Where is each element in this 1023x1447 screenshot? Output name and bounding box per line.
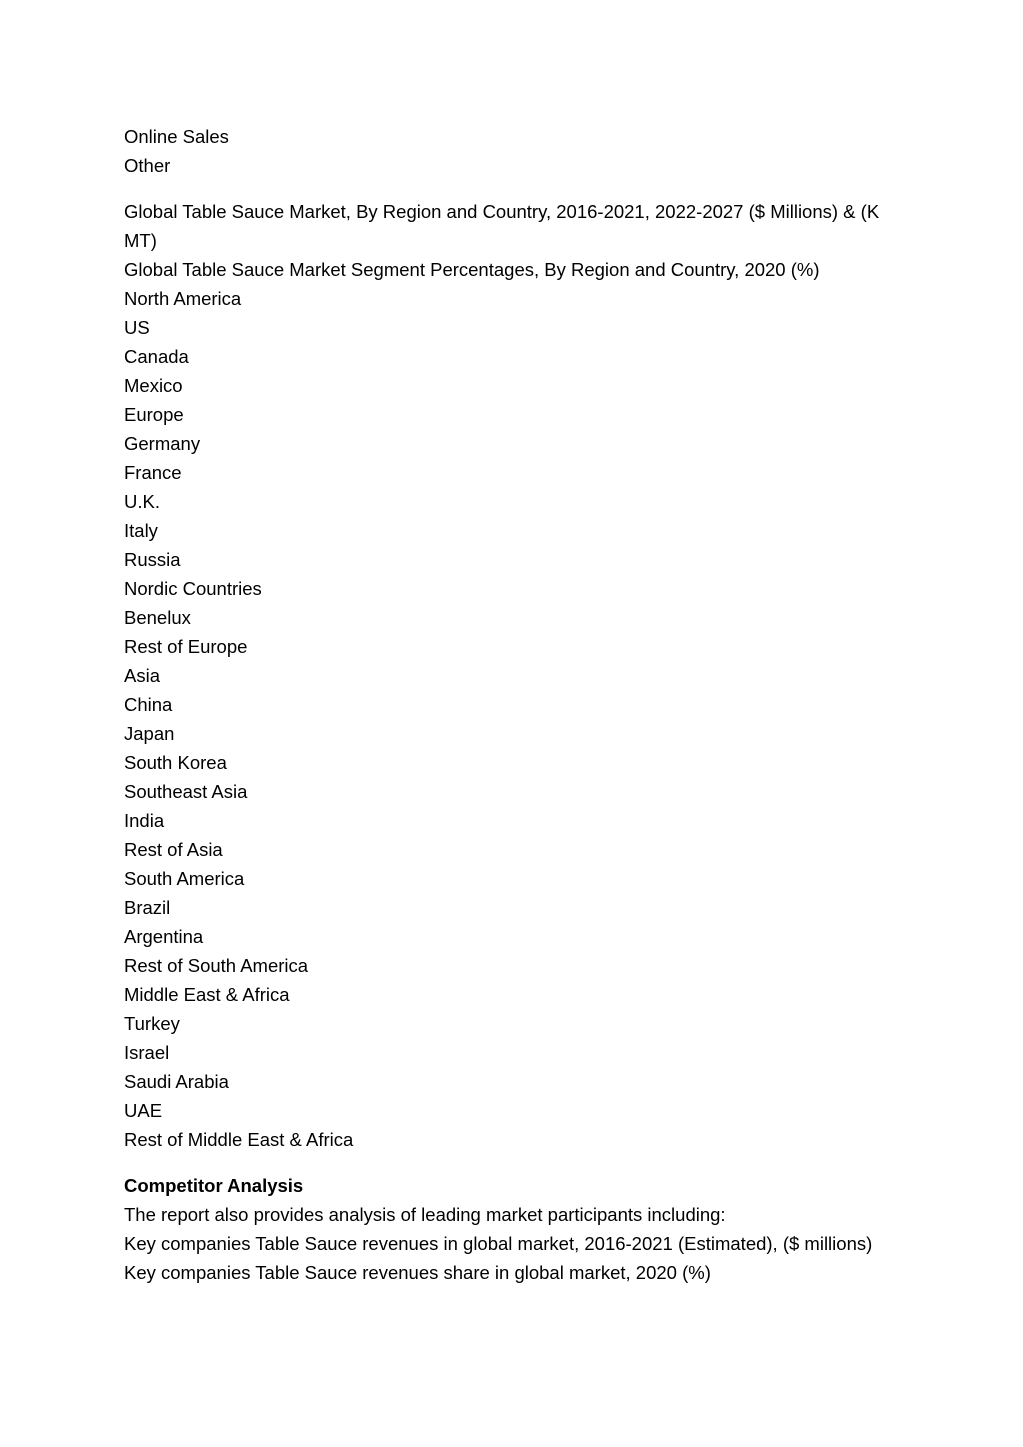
region-list	[124, 284, 904, 1154]
list-item: Japan	[124, 723, 175, 744]
document-page	[124, 122, 904, 1287]
list-item: South Korea	[124, 752, 227, 773]
list-item: Turkey	[124, 1013, 180, 1034]
list-item: Rest of South America	[124, 955, 309, 976]
list-item: UAE	[124, 1100, 163, 1121]
list-item: France	[124, 462, 182, 483]
region-heading-line: MT)	[124, 230, 157, 251]
list-item: Saudi Arabia	[124, 1071, 229, 1092]
list-item: Russia	[124, 549, 181, 570]
list-item: Italy	[124, 520, 158, 541]
list-item: Key companies Table Sauce revenues in global market, 2016-2021 (Estimated), ($ millions)	[124, 1233, 873, 1254]
list-item: Canada	[124, 346, 189, 367]
list-item: Israel	[124, 1042, 170, 1063]
list-item: Nordic Countries	[124, 578, 262, 599]
list-item: Key companies Table Sauce revenues share in global market, 2020 (%)	[124, 1262, 711, 1283]
list-item: Argentina	[124, 926, 204, 947]
competitor-intro: The report also provides analysis of leading market participants including:	[124, 1204, 726, 1225]
list-item: Rest of Europe	[124, 636, 248, 657]
list-item: Online Sales	[124, 126, 229, 147]
list-item: Rest of Middle East & Africa	[124, 1129, 354, 1150]
region-heading-line: Global Table Sauce Market, By Region and Country, 2016-2021, 2022-2027 ($ Millions) & (K	[124, 201, 880, 222]
list-item: Mexico	[124, 375, 183, 396]
list-item: US	[124, 317, 150, 338]
list-item: Germany	[124, 433, 201, 454]
list-item: Europe	[124, 404, 184, 425]
list-item: Southeast Asia	[124, 781, 248, 802]
list-item: Other	[124, 155, 171, 176]
list-item: Asia	[124, 665, 160, 686]
list-item: Middle East & Africa	[124, 984, 290, 1005]
list-item: Rest of Asia	[124, 839, 223, 860]
list-item: India	[124, 810, 165, 831]
segment-heading: Global Table Sauce Market Segment Percentages, By Region and Country, 2020 (%)	[124, 259, 820, 280]
list-item: China	[124, 694, 173, 715]
list-item: Benelux	[124, 607, 191, 628]
list-item: Brazil	[124, 897, 171, 918]
competitor-heading: Competitor Analysis	[124, 1175, 304, 1196]
list-item: North America	[124, 288, 242, 309]
list-item: U.K.	[124, 491, 160, 512]
list-item: South America	[124, 868, 245, 889]
